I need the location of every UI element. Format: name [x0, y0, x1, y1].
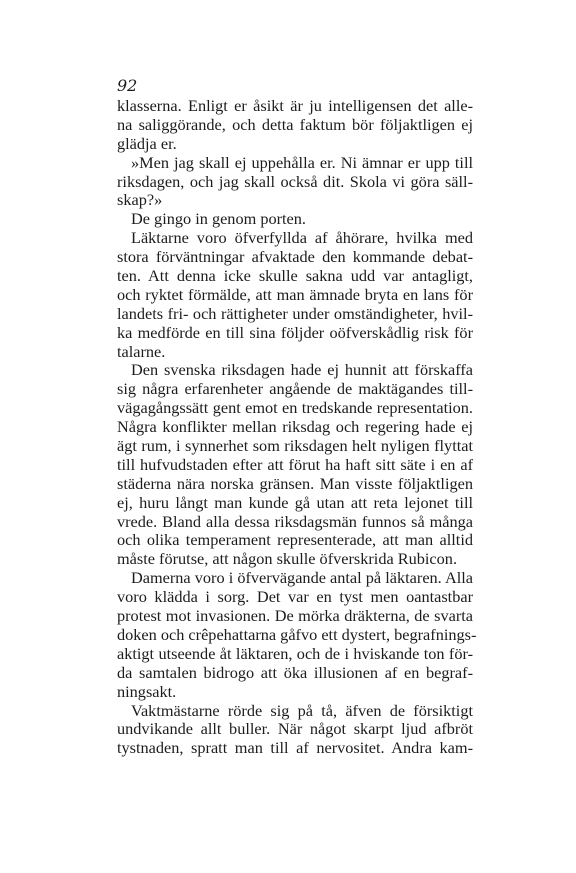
text-line: na saliggörande, och detta faktum bör följaktligen ej — [117, 114, 473, 134]
text-line: da samtalen bidrogo att öka illusionen af en begraf- — [117, 662, 473, 682]
text-line: Läktarne voro öfverfyllda af åhörare, hvilka med — [131, 228, 473, 248]
text-line: Några konflikter mellan riksdag och regering hade ej — [117, 417, 473, 437]
text-line: voro klädda i sorg. Det var en tyst men oantastbar — [117, 587, 473, 607]
text-line: riksdagen, och jag skall också dit. Skola vi göra säll- — [117, 171, 473, 191]
text-line: Damerna voro i öfvervägande antal på läktaren. Alla — [131, 568, 473, 588]
page-number: 92 — [117, 76, 138, 95]
text-line: Den svenska riksdagen hade ej hunnit att förskaffa — [131, 360, 473, 380]
text-line: ningsakt. — [117, 681, 177, 701]
text-line: Vaktmästarne rörde sig på tå, äfven de försiktigt — [131, 700, 473, 720]
text-line: vägagångssätt gent emot en tredskande representation. — [117, 398, 473, 418]
text-line: och ryktet förmälde, att man ämnade bryta en lans för — [117, 284, 473, 304]
text-line: landets fri- och rättigheter under omständigheter, hvil- — [117, 303, 473, 323]
text-line: undvikande allt buller. När något skarpt ljud afbröt — [117, 719, 473, 739]
text-line: städerna nära norska gränsen. Man visste följaktligen — [117, 473, 473, 493]
text-line: ägt rum, i synnerhet som riksdagen helt nyligen flyttat — [117, 436, 473, 456]
text-line: skap?» — [117, 190, 163, 210]
text-line: måste förutse, att någon skulle öfverskrida Rubicon. — [117, 549, 458, 569]
text-line: och olika temperament representerade, att man alltid — [117, 530, 473, 550]
text-line: ten. Att denna icke skulle sakna udd var antagligt, — [117, 266, 473, 286]
text-line: protest mot invasionen. De mörka dräkterna, de svarta — [117, 606, 473, 626]
text-line: tystnaden, spratt man till af nervositet. Andra kam- — [117, 738, 473, 758]
text-line: doken och crêpehattarna gåfvo ett dystert, begrafnings- — [117, 624, 477, 644]
text-line: De gingo in genom porten. — [131, 209, 306, 229]
text-line: glädja er. — [117, 133, 177, 153]
text-line: ej, huru långt man kunde gå utan att reta lejonet till — [117, 492, 473, 512]
text-line: »Men jag skall ej uppehålla er. Ni ämnar er upp till — [131, 152, 473, 172]
body-text — [117, 96, 477, 758]
text-line: aktigt utseende åt läktaren, och de i hviskande ton för- — [117, 643, 473, 663]
text-line: sig några erfarenheter angående de maktägandes till- — [117, 379, 473, 399]
text-line: vrede. Bland alla dessa riksdagsmän funnos så många — [117, 511, 473, 531]
text-line: till hufvudstaden efter att förut ha haft sitt säte i en af — [117, 454, 473, 474]
text-line: ka medförde en till sina följder oöfverskådlig risk för — [117, 322, 473, 342]
text-line: stora förväntningar afvaktade den kommande debat- — [117, 247, 473, 267]
text-line: klasserna. Enligt er åsikt är ju intelligensen det alle- — [117, 96, 473, 115]
text-line: talarne. — [117, 341, 166, 361]
